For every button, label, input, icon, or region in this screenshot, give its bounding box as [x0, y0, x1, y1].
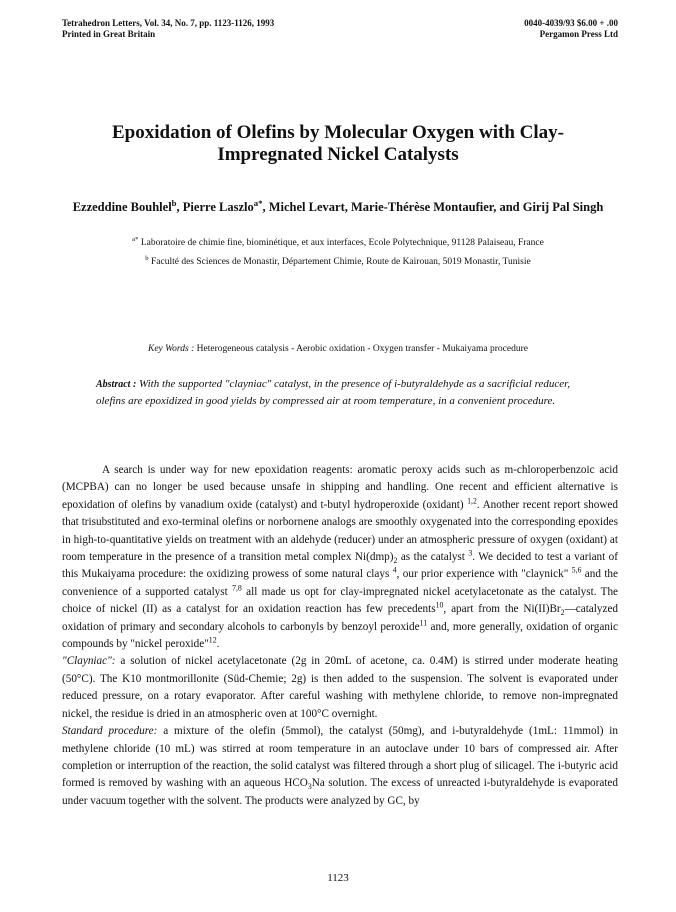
- paragraph-procedure: [62, 723, 618, 810]
- affiliation-b-text: Faculté des Sciences de Monastir, Département Chimie, Route de Kairouan, 5019 Monastir, Tunisie: [148, 257, 531, 267]
- affiliation-a-text: Laboratoire de chimie fine, biominétique, et aux interfaces, Ecole Polytechnique, 91128 Palaiseau, France: [138, 238, 544, 248]
- text-run: Na solution. The excess of unreacted i-butyraldehyde is evaporated under vacuum together with the solvent. The products were analyzed by GC, by: [62, 777, 618, 807]
- keywords: [62, 344, 614, 354]
- text-run: —catalyzed oxidation of primary and secondary alcohols to carbonyls by benzoyl peroxide: [62, 603, 618, 633]
- text-run: .: [216, 638, 220, 651]
- author-list: [62, 197, 614, 215]
- paragraph-label: Standard procedure:: [62, 725, 158, 738]
- author-2-mark: a*: [253, 197, 263, 208]
- affiliation-a: [62, 235, 614, 248]
- keywords-text: Heterogeneous catalysis - Aerobic oxidation - Oxygen transfer - Mukaiyama procedure: [194, 344, 528, 354]
- subscript: 3: [307, 782, 312, 792]
- issn-price: 0040-4039/93 $6.00 + .00: [524, 18, 618, 28]
- author-2: , Pierre Laszlo: [176, 200, 254, 214]
- text-run: and, more generally, oxidation of organic compounds by "nickel peroxide": [62, 620, 618, 651]
- paragraph-intro: [62, 462, 618, 653]
- citation-ref: 4: [392, 565, 397, 575]
- printed-in: Printed in Great Britain: [62, 29, 156, 39]
- text-run: A search is under way for new epoxidation reagents: aromatic peroxy acids such as m-chloroperbenzoic acid (MCPBA) can no longer be used because unsafe in shipping and handling. One recent and efficient alternative is epoxidation of olefins by vanadium oxide (catalyst) and t-butyl hydroperoxide (oxidant): [62, 464, 618, 511]
- text-run: . We decided to test a variant of this Mukaiyama procedure: the oxidizing prowess of some natural clays: [62, 551, 618, 581]
- text-run: . Another recent report showed that trisubstituted and exo-terminal olefins or norbornene analogs are smoothly oxygenated into the corresponding epoxides in high-to-quantitative yields on treatment with an aldehyde (reducer) under an atmospheric pressure of oxygen (oxidant) at room temperature in the presence of a transition metal complex Ni(dmp): [62, 498, 618, 564]
- text-run: a mixture of the olefin (5mmol), the catalyst (50mg), and i-butyraldehyde (1mL: 11mmol) in methylene chloride (10 mL) was stirred at room temperature in an autoclave under 10 bars of compressed air. After completion or interruption of the reaction, the solid catalyst was filtered through a short plug of silicagel. The i-butyric acid formed is removed by washing with an aqueous HCO: [62, 725, 618, 790]
- citation-ref: 3: [468, 548, 473, 558]
- paragraph-label: "Clayniac":: [62, 655, 116, 668]
- abstract-text: With the supported "clayniac" catalyst, in the presence of i-butyraldehyde as a sacrificial reducer, olefins are epoxidized in good yields by compressed air at room temperature, in a convenient procedure.: [96, 378, 570, 407]
- publisher-name: Pergamon Press Ltd: [539, 29, 618, 39]
- title-line-2: Impregnated Nickel Catalysts: [217, 144, 459, 165]
- keywords-label: Key Words :: [148, 344, 195, 354]
- subscript: 2: [560, 608, 565, 618]
- text-run: , our prior experience with "claynick": [396, 568, 572, 581]
- citation-ref: 1,2: [467, 496, 477, 506]
- text-run: all made us opt for clay-impregnated nickel acetylacetonate as the catalyst. The choice of nickel (II) as a catalyst for an oxidation reaction has few precedents: [62, 585, 619, 616]
- title-line-1: Epoxidation of Olefins by Molecular Oxygen with Clay-: [112, 122, 564, 143]
- abstract-label: Abstract :: [96, 379, 137, 390]
- text-run: and the convenience of a supported catalyst: [62, 568, 618, 598]
- paragraph-clayniac: [62, 653, 618, 723]
- author-1-mark: b: [171, 197, 177, 208]
- abstract: [96, 376, 596, 410]
- publisher-header: [524, 18, 618, 40]
- affiliation-a-mark: a*: [132, 235, 139, 243]
- text-run: , apart from the Ni(II)Br: [443, 603, 561, 616]
- affiliation-b: [62, 254, 614, 267]
- subscript: 2: [393, 556, 398, 566]
- body-text: [62, 462, 618, 810]
- page-number: 1123: [327, 872, 349, 884]
- journal-citation: Tetrahedron Letters, Vol. 34, No. 7, pp. 1123-1126, 1993: [62, 18, 275, 28]
- affiliation-b-mark: b: [145, 254, 149, 262]
- other-authors: , Michel Levart, Marie-Thérèse Montaufier, and Girij Pal Singh: [262, 200, 604, 214]
- journal-header: [62, 18, 274, 40]
- author-1: Ezzeddine Bouhlel: [72, 200, 172, 214]
- citation-ref: 11: [419, 617, 428, 627]
- text-run: a solution of nickel acetylacetonate (2g in 20mL of acetone, ca. 0.4M) is stirred under moderate heating (50°C). The K10 montmorillonite (Süd-Chemie; 2g) is then added to the suspension. The solvent is evaporated under reduced pressure, on a rotary evaporator. After careful washing with methylene chloride, to remove non-impregnated nickel, the residue is dried in an atmospheric oven at 100°C overnight.: [62, 655, 618, 720]
- text-run: as the catalyst: [397, 551, 469, 564]
- citation-ref: 5,6: [571, 565, 582, 575]
- citation-ref: 10: [435, 600, 444, 610]
- citation-ref: 7,8: [232, 583, 242, 593]
- paper-title: [62, 122, 614, 166]
- citation-ref: 12: [208, 635, 217, 645]
